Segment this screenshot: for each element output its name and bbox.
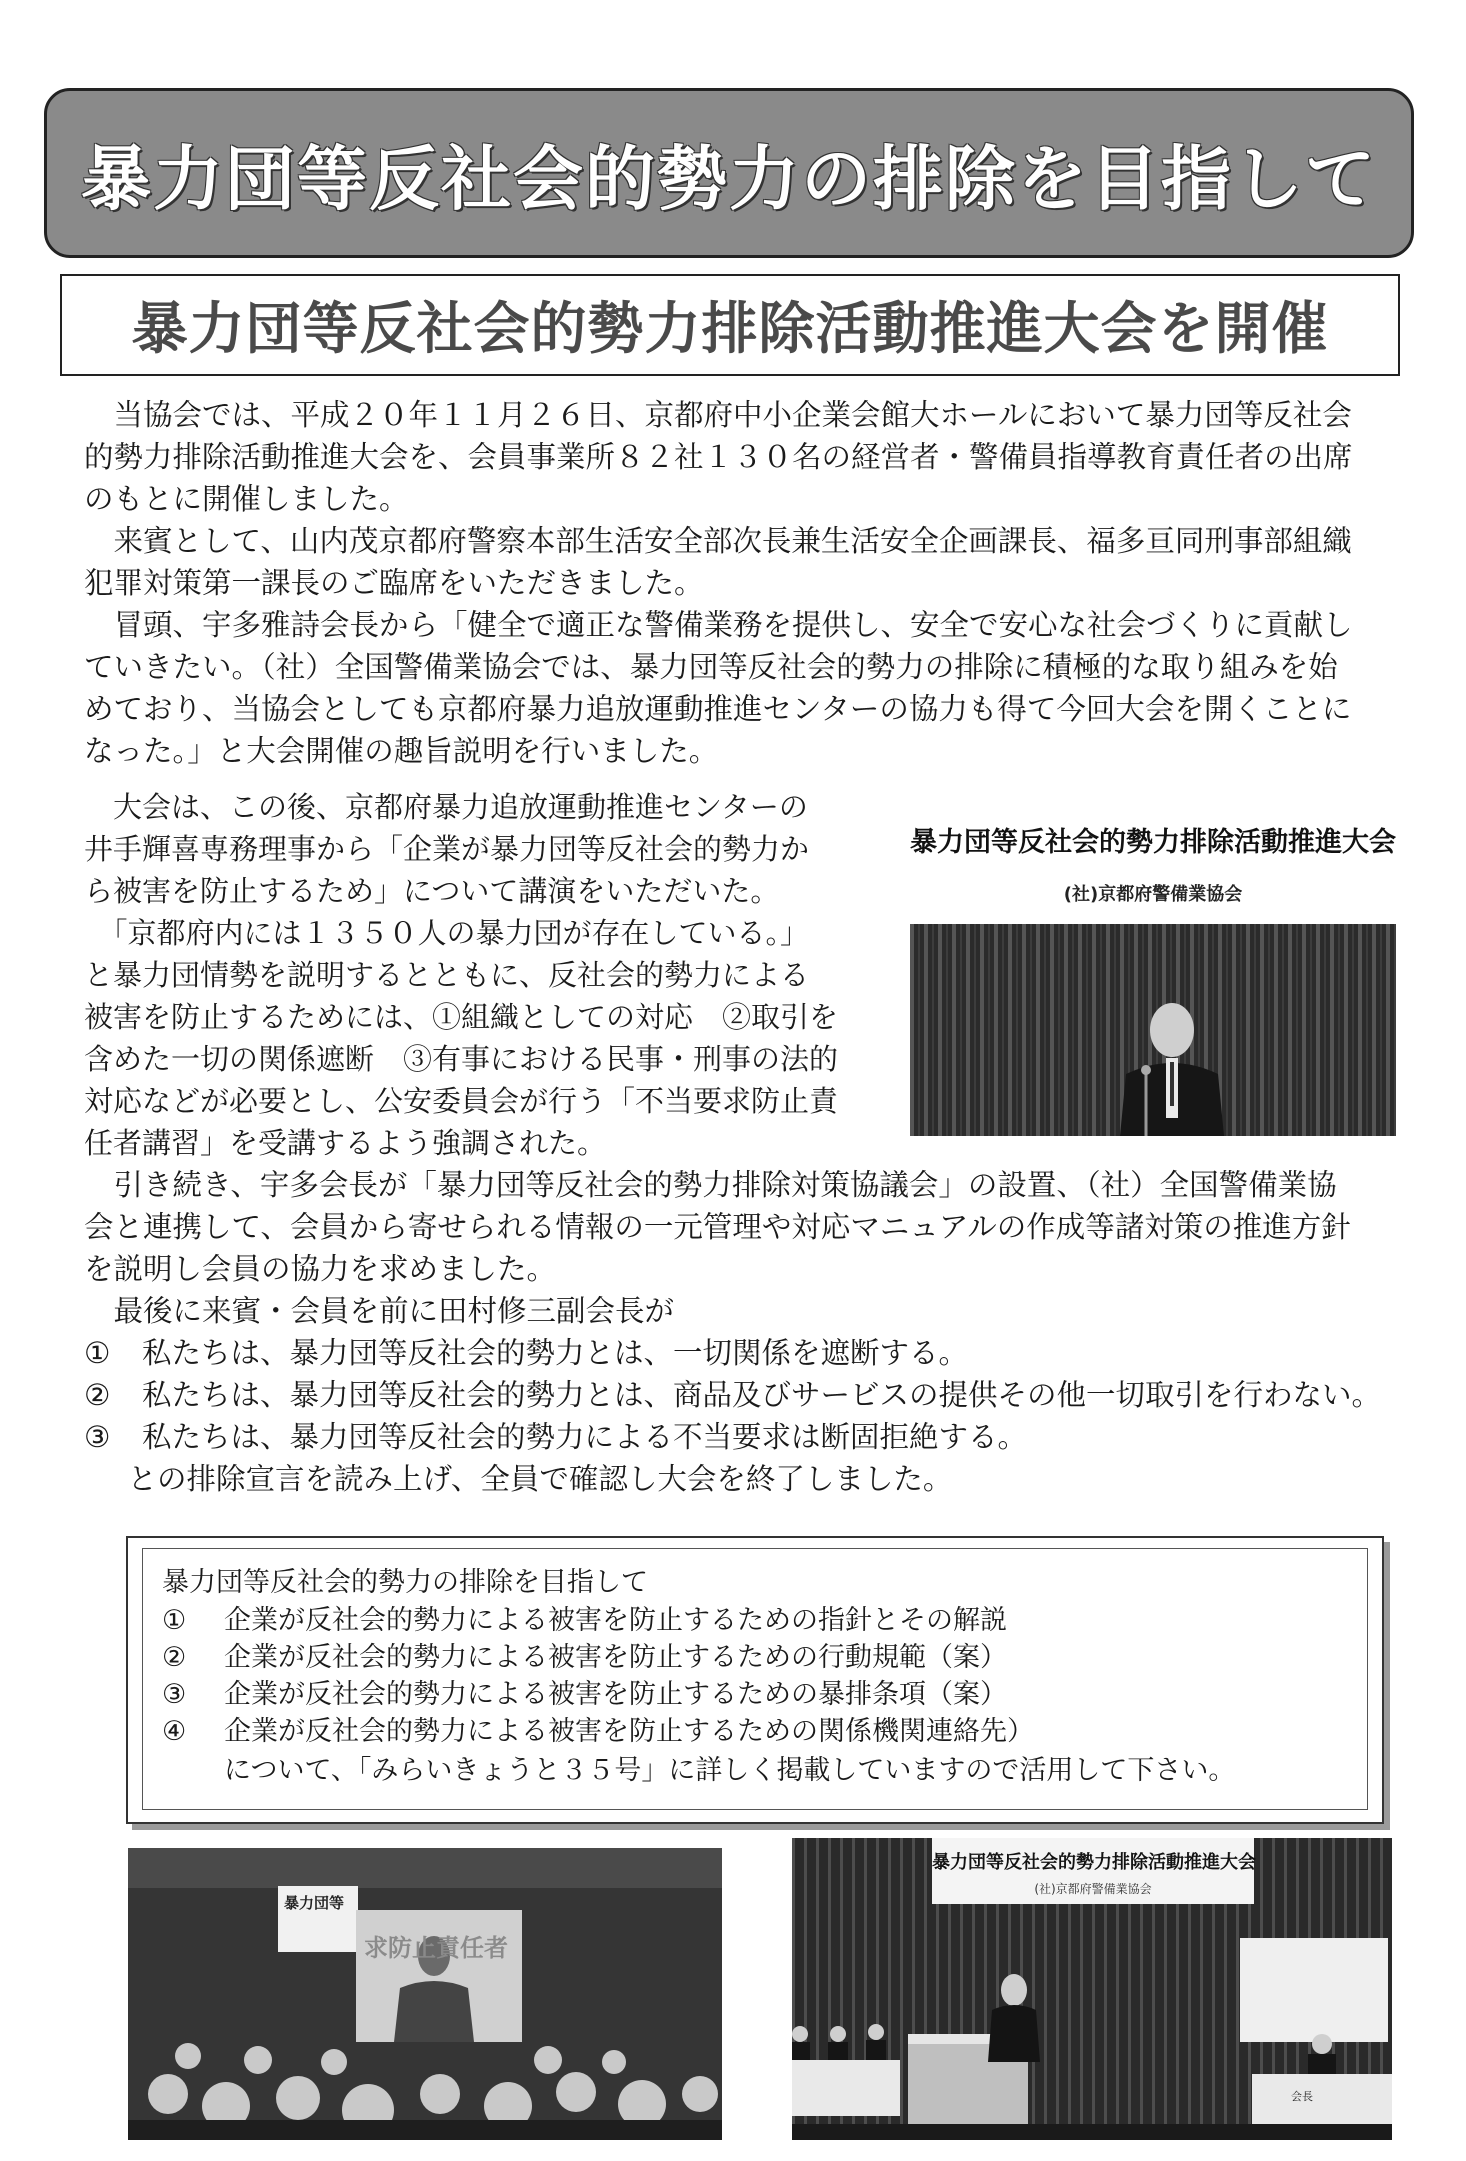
photo-stage [792,1838,1392,2140]
text-line: ら被害を防止するため」について講演をいただいた。 [84,874,780,908]
text-line: 被害を防止するためには、①組織としての対応 ②取引を [84,1000,839,1034]
header-banner [44,88,1414,258]
banner-title: 暴力団等反社会的勢力の排除を目指して [81,137,1377,220]
info-title: 暴力団等反社会的勢力の排除を目指して [162,1567,648,1598]
paragraph-4 [84,786,838,1164]
text-line: 冒頭、宇多雅詩会長から「健全で適正な警備業務を提供し、安全で安心な社会づくりに貢献し [84,608,1353,642]
text-line: と暴力団情勢を説明するとともに、反社会的勢力による [84,958,810,992]
info-text: 企業が反社会的勢力による被害を防止するための指針とその解説 [224,1605,1007,1636]
text-line: 「京都府内には１３５０人の暴力団が存在している。」 [84,916,810,950]
photo-banner-title: 暴力団等反社会的勢力排除活動推進大会 [910,827,1396,858]
info-text: 企業が反社会的勢力による被害を防止するための暴排条項（案） [224,1679,1007,1710]
text-line: めており、当協会としても京都府暴力追放運動推進センターの協力も得て今回大会を開くことに [84,692,1352,726]
text-line: 会と連携して、会員から寄せられる情報の一元管理や対応マニュアルの作成等諸対策の推進方針 [84,1210,1351,1244]
declaration-item [84,1416,1381,1458]
info-item [162,1635,1007,1674]
declaration-mark: ① [84,1336,111,1370]
paragraph-1 [84,394,1353,772]
text-line: 当協会では、平成２０年１１月２６日、京都府中小企業会館大ホールにおいて暴力団等反社会 [84,398,1352,432]
text-line: のもとに開催しました。 [84,482,409,516]
closing-line: との排除宣言を読み上げ、全員で確認し大会を終了しました。 [98,1462,953,1496]
photo-banner-sub: (社)京都府警備業協会 [1063,884,1243,905]
text-line: 含めた一切の関係遮断 ③有事における民事・刑事の法的 [84,1042,839,1076]
info-item [162,1709,1034,1748]
subtitle-box [60,274,1400,376]
info-item [162,1598,1007,1637]
photo-speaker [910,804,1396,1136]
audience-photo-image [128,1848,722,2140]
speaker-photo-image [910,924,1396,1136]
text-line: なった。」と大会開催の趣旨説明を行いました。 [84,734,719,768]
declaration-item [84,1332,1381,1374]
table-sign: 会長 [1291,2090,1313,2103]
audience-sign-text: 暴力団等 [284,1894,345,1912]
declaration-text: 私たちは、暴力団等反社会的勢力とは、商品及びサービスの提供その他一切取引を行わない。 [142,1378,1382,1412]
text-line: 来賓として、山内茂京都府警察本部生活安全部次長兼生活安全企画課長、福多亘同刑事部組織 [84,524,1352,558]
photo-audience [128,1848,722,2140]
text-line: 的勢力排除活動推進大会を、会員事業所８２社１３０名の経営者・警備員指導教育責任者の出席 [84,440,1353,474]
info-box [126,1536,1384,1824]
info-footer: について、「みらいきょうと３５号」に詳しく掲載していますので活用して下さい。 [224,1755,1236,1786]
text-line: 大会は、この後、京都府暴力追放運動推進センターの [84,790,808,824]
text-line: 井手輝喜専務理事から「企業が暴力団等反社会的勢力か [84,832,810,866]
screen-text: 求防止責任者 [364,1934,508,1962]
text-line: 対応などが必要とし、公安委員会が行う「不当要求防止責 [84,1084,839,1118]
info-mark: ④ [162,1716,187,1747]
info-mark: ③ [162,1679,187,1710]
sub-title: 暴力団等反社会的勢力排除活動推進大会を開催 [131,297,1329,362]
paragraph-5 [84,1164,1351,1332]
text-line: 最後に来賓・会員を前に田村修三副会長が [84,1294,675,1328]
declaration-mark: ③ [84,1420,111,1454]
text-line: 引き続き、宇多会長が「暴力団等反社会的勢力排除対策協議会」の設置、（社）全国警備業協 [84,1168,1337,1202]
text-line: 任者講習」を受講するよう強調された。 [84,1126,607,1160]
stage-banner-sub: (社)京都府警備業協会 [1034,1882,1152,1896]
text-line: ていきたい。（社）全国警備業協会では、暴力団等反社会的勢力の排除に積極的な取り組みを始 [84,650,1338,684]
declaration-text: 私たちは、暴力団等反社会的勢力による不当要求は断固拒絶する。 [142,1420,1028,1454]
text-line: を説明し会員の協力を求めました。 [84,1252,557,1286]
declaration-item [84,1374,1381,1416]
info-text: 企業が反社会的勢力による被害を防止するための関係機関連絡先） [224,1716,1034,1747]
info-mark: ① [162,1605,187,1636]
text-line: 犯罪対策第一課長のご臨席をいただきました。 [84,566,704,600]
info-text: 企業が反社会的勢力による被害を防止するための行動規範（案） [224,1642,1007,1673]
stage-banner-title: 暴力団等反社会的勢力排除活動推進大会 [932,1852,1256,1873]
declaration-mark: ② [84,1378,111,1412]
declaration-list [84,1332,1381,1500]
declaration-text: 私たちは、暴力団等反社会的勢力とは、一切関係を遮断する。 [142,1336,969,1370]
info-item [162,1672,1007,1711]
info-mark: ② [162,1642,187,1673]
